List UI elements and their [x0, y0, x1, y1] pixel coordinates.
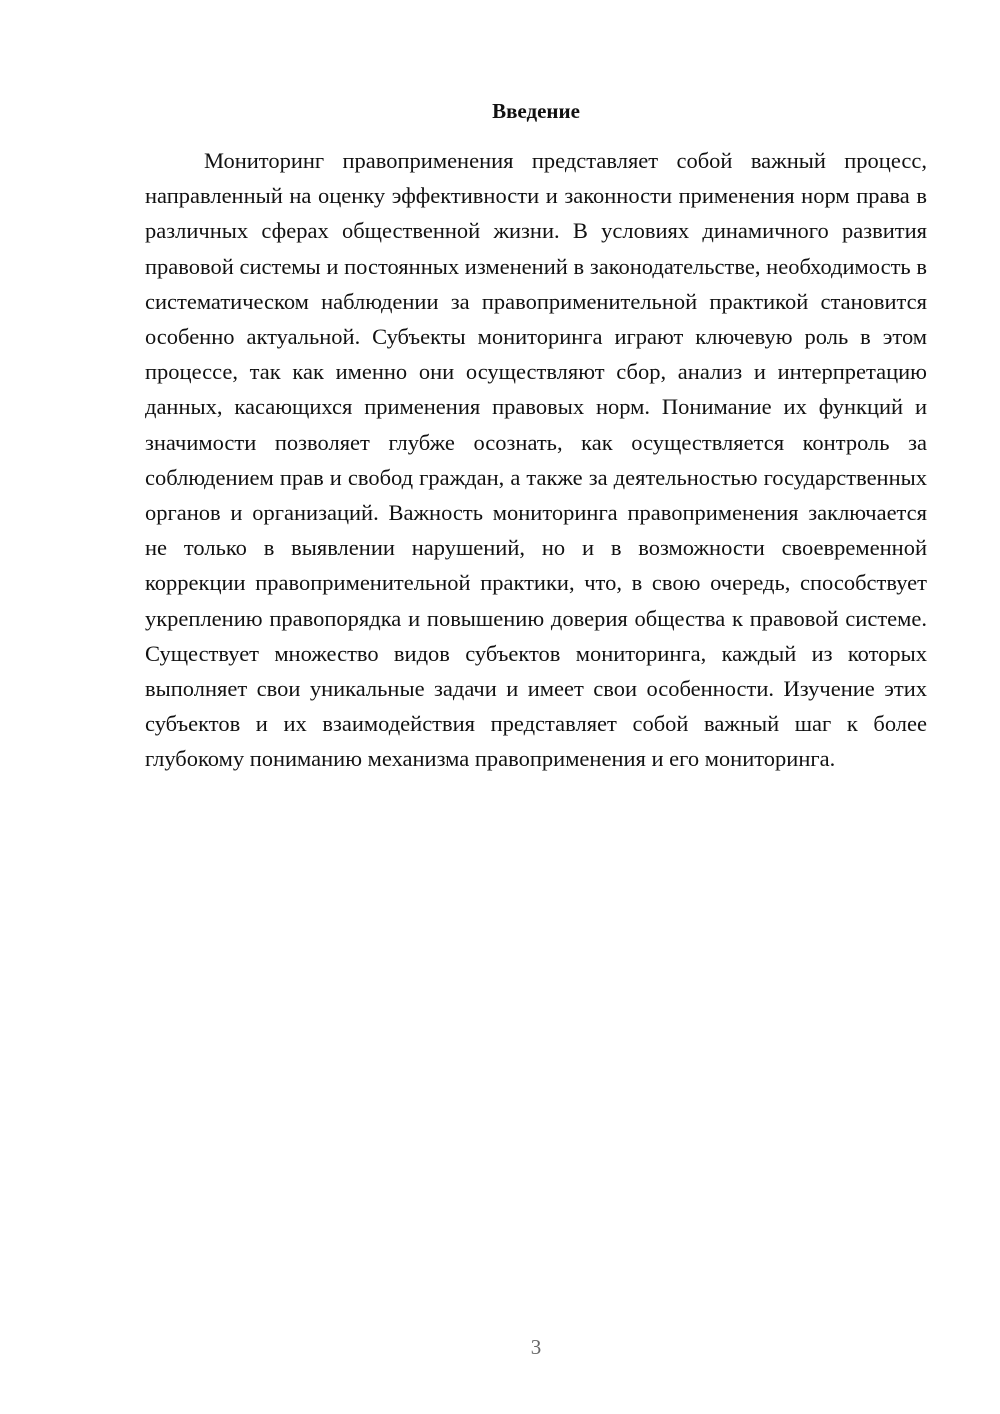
intro-paragraph: Мониторинг правоприменения представляет собой важный процесс, направленный на оценку эффективности и законности применения норм права в различных сферах общественной жизни. В условиях динамичного развития правовой системы и постоянных изменений в законодательстве, необходимость в систематическом наблюдении за правоприменительной практикой становится особенно актуальной. Субъекты мониторинга играют ключевую роль в этом процессе, так как именно они осуществляют сбор, анализ и интерпретацию данных, касающихся применения правовых норм. Понимание их функций и значимости позволяет глубже осознать, как осуществляется контроль за соблюдением прав и свобод граждан, а также за деятельностью государственных органов и организаций. Важность мониторинга правоприменения заключается не только в выявлении нарушений, но и в возможности своевременной коррекции правоприменительной практики, что, в свою очередь, способствует укреплению правопорядка и повышению доверия общества к правовой системе. Существует множество видов субъектов мониторинга, каждый из которых выполняет свои уникальные задачи и имеет свои особенности. Изучение этих субъектов и их взаимодействия представляет собой важный шаг к более глубокому пониманию механизма правоприменения и его мониторинга.	[145, 148, 927, 772]
section-heading: Введение	[492, 99, 580, 123]
page-number: 3	[530, 1335, 542, 1359]
